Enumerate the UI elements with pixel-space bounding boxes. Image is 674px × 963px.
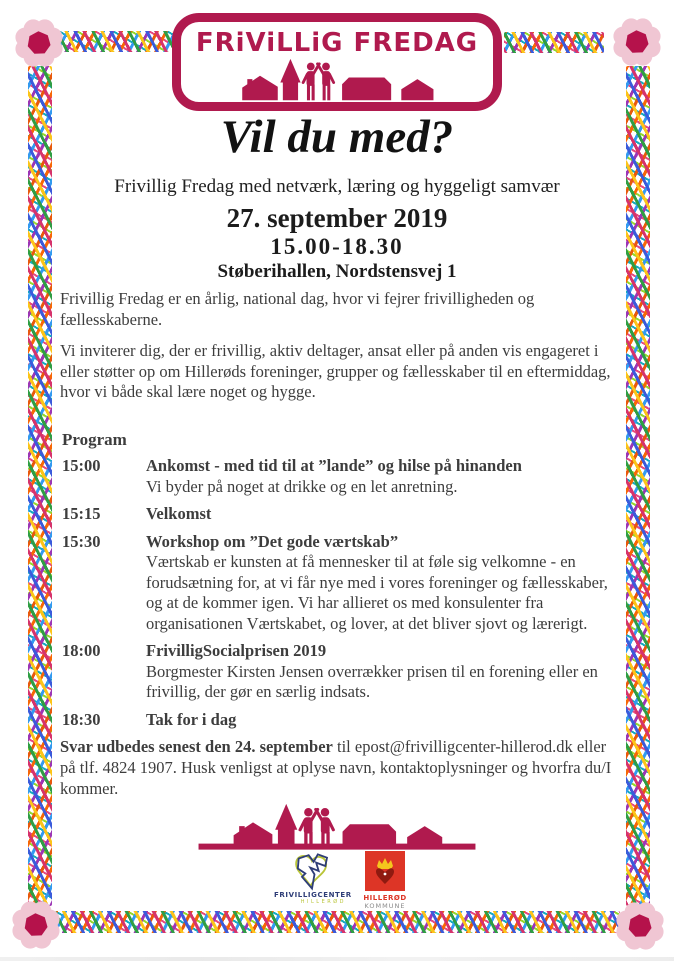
program-heading: Program <box>62 430 127 449</box>
program-description: Værtskab er kunsten at få mennesker til at føle sig velkomne - en forudsætning for, at vi får nye med i vores foreninger og fællesskaber, og at de kommer igen. Vi har allieret os med konsulenter fra organisationen Værtskabet, og lover, at det bliver sjovt og lærerigt. <box>146 552 608 633</box>
program-description: Borgmester Kirsten Jensen overrækker prisen til en forening eller en frivillig, der gør en særlig indsats. <box>146 661 598 701</box>
program-title: Tak for i dag <box>146 709 237 729</box>
frivilligcenter-name: FRIVILLIGCENTER <box>274 891 352 899</box>
town-skyline-icon <box>207 58 467 102</box>
program-description: Vi byder på noget at drikke og en let anretning. <box>146 476 458 496</box>
ribbon-border-bottom <box>55 911 620 933</box>
intro-paragraph: Vi inviterer dig, der er frivillig, aktiv deltager, ansat eller på anden vis engageret i eller støtter op om Hillerøds foreninger, grupper og fællesskaber til en eftermiddag, hvor vi både skal lære noget og hygge. <box>60 341 611 401</box>
program-time: 15:30 <box>62 531 101 551</box>
logo-wordmark: FRiViLLiG FREDAG <box>195 28 479 58</box>
program-title: FrivilligSocialprisen 2019 <box>146 641 327 660</box>
event-location: Støberihallen, Nordstensvej 1 <box>217 261 457 282</box>
program-entry <box>146 456 620 497</box>
ribbon-border-top-left <box>57 31 173 52</box>
intro-paragraph: Frivillig Fredag er en årlig, national dag, hvor vi fejrer frivilligheden og fællesskaberne. <box>60 289 535 329</box>
program-time: 15:00 <box>62 456 101 475</box>
crown-heart-icon <box>374 857 396 885</box>
town-skyline-icon <box>191 803 483 851</box>
program-schedule <box>62 456 620 730</box>
program-entry <box>146 710 620 731</box>
kommune-crest-background <box>365 851 405 891</box>
program-title: Ankomst - med tid til at ”lande” og hilse på hinanden <box>146 456 522 475</box>
rsvp-details: til epost@frivilligcenter-hillerod.dk eller på tlf. 4824 1907. Husk venligst at oplyse navn, kontaktoplysninger og hvorfra du/I kommer. <box>60 737 612 798</box>
program-title: Workshop om ”Det gode værtskab” <box>146 531 399 551</box>
hillerod-kommune-logo <box>358 851 412 910</box>
program-entry <box>146 504 620 525</box>
ribbon-border-top-right <box>504 32 604 53</box>
rsvp-deadline: Svar udbedes senest den 24. september <box>60 737 333 756</box>
program-title: Velkomst <box>146 504 212 523</box>
program-time: 18:00 <box>62 641 101 660</box>
hearts-icon <box>287 851 337 891</box>
corner-flower-icon <box>611 16 663 68</box>
page-subtitle: Frivillig Fredag med netværk, læring og hyggeligt samvær <box>114 176 560 197</box>
event-time: 15.00-18.30 <box>270 234 404 259</box>
program-time: 15:15 <box>62 504 101 523</box>
frivillig-fredag-logo <box>172 13 502 111</box>
corner-flower-icon <box>13 17 65 69</box>
page-title: Vil du med? <box>220 111 454 163</box>
rsvp-paragraph <box>60 736 620 799</box>
corner-flower-icon <box>10 899 62 951</box>
kommune-name: HILLERØD <box>363 894 407 902</box>
frivilligcenter-city: HILLERØD <box>300 899 346 905</box>
frivilligcenter-logo <box>274 851 350 905</box>
page-edge-shadow <box>0 957 674 961</box>
event-date: 27. september 2019 <box>226 203 448 233</box>
program-time: 18:30 <box>62 709 101 729</box>
program-entry <box>146 532 620 635</box>
corner-flower-icon <box>614 900 666 952</box>
program-entry <box>146 641 620 703</box>
kommune-label: KOMMUNE <box>364 902 406 910</box>
